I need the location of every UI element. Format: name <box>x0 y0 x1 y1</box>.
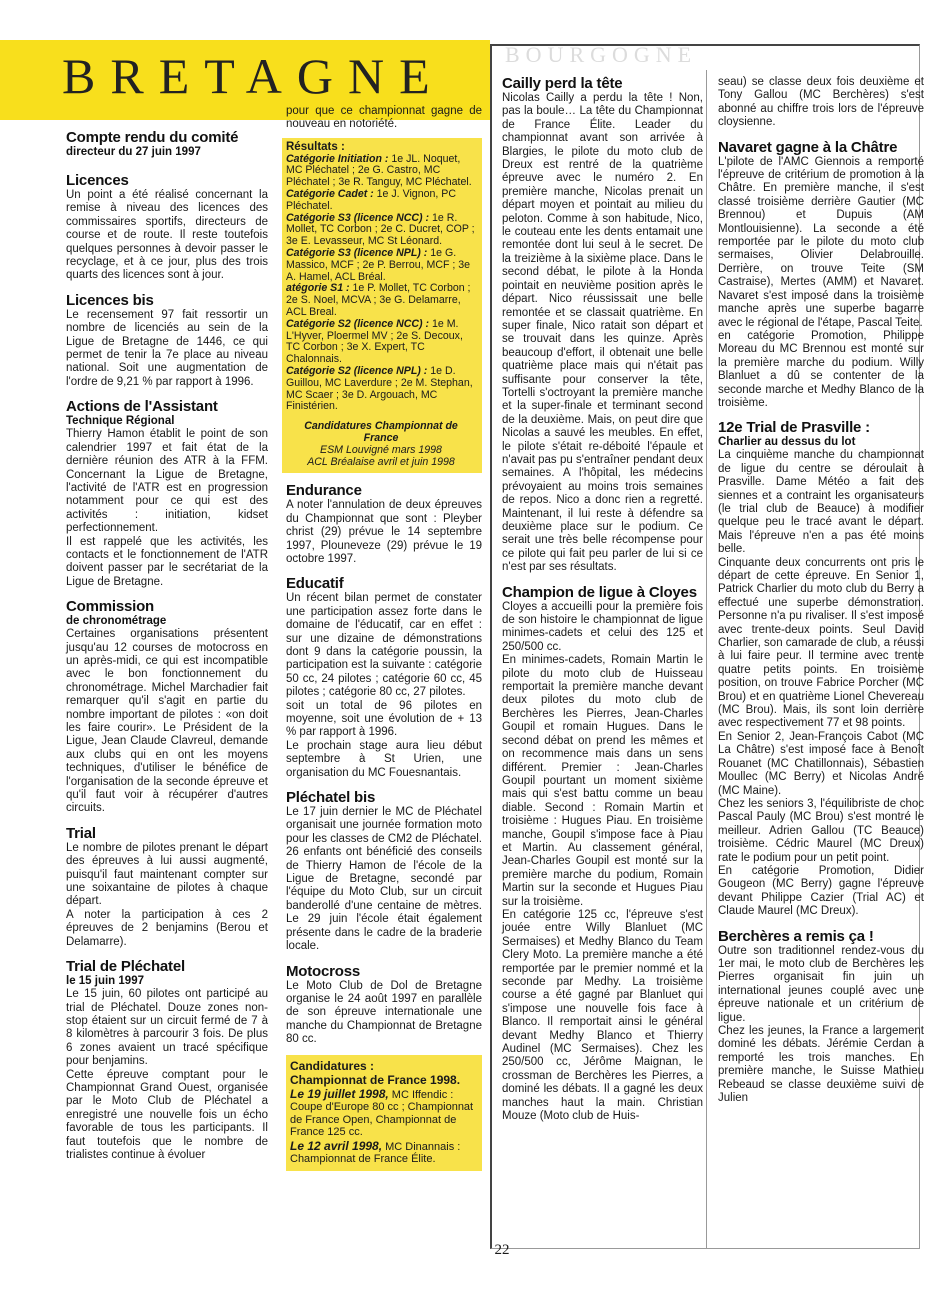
subheading-charlier: Charlier au dessus du lot <box>718 436 856 449</box>
paragraph: La cinquième manche du championnat de ligue du centre se déroulait à Prasville. Dame Météo a fait des siennes et a contraint les organisateurs (le trial club de Beauce) à modifier quelque peu le tracé avant le départ. Mais l'épreuve n'en a pas été moins belle. <box>718 449 924 556</box>
page-title: BRETAGNE <box>62 48 445 104</box>
paragraph: En catégorie Promotion, Didier Gougeon (MC Berry) gagne l'épreuve devant Philippe Cazier (Trial AC) et Claude Maurel (MC Dreux). <box>718 864 924 918</box>
heading-licences: Licences <box>66 172 129 189</box>
heading-navaret: Navaret gagne à la Châtre <box>718 138 898 156</box>
heading-prasville: 12e Trial de Prasville : <box>718 419 870 437</box>
heading-trial: Trial <box>66 824 96 842</box>
result-line: Catégorie S2 (licence NCC) : 1e M. L'Hyver, Ploermel MV ; 2e S. Decoux, TC Corbon ; 3e X. Expert, TC Chalonnais. <box>286 317 463 366</box>
column-1 <box>66 120 268 1162</box>
paragraph: Cinquante deux concurrents ont pris le départ de cette épreuve. En Senior 1, Patrick Charlier du moto club du Berry a effectué une superbe démonstration. Personne n'a pu rivaliser. Il s'est imposé avec trente-deux points. Seul David Charlier, son camarade de club, a réussi à lui faire peur. Il termine avec trente quatre petits points. En troisième position, on trouve Fabrice Porcher (MC Brou) et en quatrième Lionel Chevereau (MC Brou). Mais, ils sont loin derrière avec respectivement 77 et 98 points. <box>718 556 924 730</box>
candidatures-heading: Candidatures : <box>290 1058 375 1073</box>
result-line: Catégorie Cadet : 1e J. Vignon, PC Pléchatel. <box>286 188 456 212</box>
heading-actions-assistant: Actions de l'Assistant <box>66 398 218 416</box>
candidature-item: Le 19 juillet 1998, MC Iffendic : Coupe d'Europe 80 cc ; Championnat de France Open, Championnat de France 125 cc. <box>290 1086 474 1139</box>
column-3 <box>502 70 703 1123</box>
heading-licences-bis: Licences bis <box>66 291 154 309</box>
paragraph: En catégorie 125 cc, l'épreuve s'est jouée entre Willy Blanluet (MC Sermaises) et Medhy Blanco du Team Clery Moto. La première manche a été remportée par le premier nommé et la seconde par Medhy. La troisième course a été gagné par Blanluet qui s'impose une nouvelle fois face à Blanco. Il remportait ainsi le général devant Medhy Blanco et Thierry Audinel (MC Sermaises). Chez les 250/500 cc, Jérôme Maignan, le crossman de Berchères les Pierres, a dominé les débats. Il a gagné les deux manches haut la main. Christian Mouze (Moto club de Huis- <box>502 908 703 1123</box>
heading-plechatel-bis: Pléchatel bis <box>286 789 376 807</box>
paragraph: Un récent bilan permet de constater une participation assez forte dans le domaine de l'éducatif, car en effet : sur une dizaine de démonstrations dont 9 dans la catégorie poussin, la participation est la suivante : catégorie 50 cc, 24 pilotes ; catégorie 60 cc, 45 pilotes ; catégorie 80 cc, 27 pilotes. <box>286 592 482 699</box>
column-4 <box>718 70 924 1105</box>
paragraph: En minimes-cadets, Romain Martin le pilote du moto club de Huisseau remportait la première manche devant deux pilotes du moto club de Berchères les Pierres, Jean-Charles Goupil et romain Hugues. Dans le second débat on prend les mêmes et on recommence mais dans un sens différent. Premier : Jean-Charles Goupil pourtant un moment sixième mais qui s'est battu comme un beau diable. Second : Romain Martin et troisième : Hugues Piau. En troisième manche, Goupil s'impose face à Piau et Martin. Au classement général, Jean-Charles Goupil est monté sur la première marche du podium, Romain Martin sur la seconde et Hugues Piau sur la troisième. <box>502 654 703 908</box>
paragraph: Chez les jeunes, la France a largement dominé les débats. Jérémie Cerdan a remporté les trois manches. En première manche, le Suisse Mathieu Rebeaud se classe deuxième suivi de Julien <box>718 1025 924 1105</box>
subheading-compte-rendu: directeur du 27 juin 1997 <box>66 146 201 158</box>
heading-educatif: Educatif <box>286 575 344 593</box>
candidature-line: ESM Louvigné mars 1998 <box>320 443 442 456</box>
paragraph: Cette épreuve comptant pour le Championnat Grand Ouest, organisée par le Moto Club de Pléchatel a enregistré une nouvelle fois un écho favorable de tous les participants. Il faut toutefois que le nombre de trialistes continue à évoluer <box>66 1068 268 1161</box>
paragraph: seau) se classe deux fois deuxième et Tony Gallou (MC Berchères) s'est abonné au chiffre trois lors de l'épreuve cloysienne. <box>718 76 924 129</box>
paragraph: en catégorie Promotion, Philippe Moreau du MC Brennou est monté sur la première marche du podium. Willy Blanluet a dû se contenter de la seconde marche et Medhy Blanco de la troisième. <box>718 329 924 409</box>
heading-commission: Commission <box>66 598 155 616</box>
heading-cailly: Cailly perd la tête <box>502 75 623 92</box>
paragraph: A noter la participation à ces 2 épreuves de 2 benjamins (Berou et Delamarre). <box>66 908 268 948</box>
result-line: Catégorie S3 (licence NPL) : 1e G. Massico, MCF ; 2e P. Berrou, MCF ; 3e A. Hamel, ACL Bréal. <box>286 246 471 283</box>
heading-endurance: Endurance <box>286 482 362 500</box>
paragraph: Cloyes a accueilli pour la première fois de son histoire le championnat de ligue minimes-cadets et celui des 125 et 250/500 cc. <box>502 600 703 653</box>
paragraph: pour que ce championnat gagne de nouveau en notoriété. <box>286 105 482 131</box>
candidature-line: ACL Bréalaise avril et juin 1998 <box>307 455 455 468</box>
paragraph: Le Moto Club de Dol de Bretagne organise le 24 août 1997 en parallèle de son épreuve internationale une manche du Championnat de Bretagne 80 cc. <box>286 979 482 1046</box>
candidatures-heading: Championnat de France 1998. <box>290 1072 461 1087</box>
paragraph: Un point a été réalisé concernant la remise à niveau des licences des commissaires sportifs, directeurs de course et de route. Il reste toutefois quelques personnes à devoir passer le recyclage, et à ce jour, plus des trois quarts des licences sont à jour. <box>66 189 268 282</box>
paragraph: Le recensement 97 fait ressortir un nombre de licenciés au sein de la Ligue de Bretagne de 1446, ce qui permet de tenir la 7e place au niveau national. Soit une augmentation de l'ordre de 9,21 % par rapport à 1996. <box>66 308 268 388</box>
subheading-date: le 15 juin 1997 <box>66 975 144 988</box>
results-box <box>282 138 482 474</box>
subheading-technique: Technique Régional <box>66 415 175 428</box>
result-line: Catégorie S2 (licence NPL) : 1e D. Guillou, MC Laverdure ; 2e M. Stephan, MC Scaer ; 3e D. Argouach, MC Finistérien. <box>286 364 473 413</box>
paragraph: Le nombre de pilotes prenant le départ des épreuves à lui aussi augmenté, puisqu'il faut maintenant compter sur une soixantaine de pilotes à chaque départ. <box>66 841 268 908</box>
column-2 <box>286 105 482 1171</box>
candidatures-box <box>286 1055 482 1171</box>
paragraph: L'pilote de l'AMC Giennois a remporté l'épreuve de critérium de promotion à la Châtre. En première manche, il s'est classé troisième derrière Gautier (MC Brennou) et Dupuis (AM Montlouisienne). La seconde a été remportée par le pilote du moto club sermaises, Olivier Delabrouille. Derrière, on trouve Teite (SM Castraise), Mertes (AMM) et Navaret. Navaret s'est imposé dans la troisième manche après une superbe bagarre avec le régional de l'étape, Pascal Teite. <box>718 155 924 329</box>
paragraph: Le prochain stage aura lieu début septembre à St Urien, une organisation du MC Fouesnantais. <box>286 739 482 779</box>
result-line: Catégorie Initiation : 1e JL. Noquet, MC Pléchatel ; 2e G. Castro, MC Pléchatel ; 3e R. Tanguy, MC Pléchatel. <box>286 152 472 189</box>
paragraph: Il est rappelé que les activités, les contacts et le fonctionnement de l'ATR doivent passer par le secrétariat de la Ligue de Bretagne. <box>66 535 268 588</box>
paragraph: A noter l'annulation de deux épreuves du Championnat que sont : Pleyber christ (29) prévue le 14 septembre 1997, Plouneveze (29) prévue le 19 octobre 1997. <box>286 499 482 565</box>
heading-cloyes: Champion de ligue à Cloyes <box>502 583 697 601</box>
page-number: 22 <box>494 1242 510 1258</box>
column-divider <box>706 70 707 1248</box>
ghost-heading: BOURGOGNE <box>505 42 698 67</box>
heading-compte-rendu: Compte rendu du comité <box>66 129 239 146</box>
heading-trial-plechatel: Trial de Pléchatel <box>66 958 185 976</box>
paragraph: Le 17 juin dernier le MC de Pléchatel organisait une journée formation moto pour les classes de CM2 de Pléchatel. 26 enfants ont bénéficié des conseils de Thierry Hamon de l'école de la Ligue de Bretagne, secondé par l'équipe du Moto Club, sur un circuit banderollé d'une centaine de mètres. Le 29 juin l'école était également présente dans le cadre de la braderie locale. <box>286 806 482 953</box>
paragraph: Nicolas Cailly a perdu la tête ! Non, pas la boule… La tête du Championnat de France Élite. Leader du championnat avant son arrivée à Blargies, le pilote du moto club de Dreux est rentré de la quatrième épreuve avec le numéro 2. En première manche, Nicolas prenait un départ moyen et pointait au milieu du peloton. Comme à son habitude, Nico, le couteau ente les dents entamait une remontée dont lui seul à le secret. De la treizième à la sixième place. Dans le second débat, le pilote à la Honda pointait en neuvième position après le départ. Nico réussissait une belle remontée et se classait quatrième. En super finale, Nico ratait son départ et se trouvait dans les quinze. Après beaucoup d'effort, il obtenait une belle quatrième place mais qui n'était pas suffisante pour conserver la tête, Tortelli s'octroyant la première manche et la super-finale et terminant second de la deuxième. Mais, on peut dire que Nicolas a sauvé les meubles. En effet, le pilote s'était re-déboité l'épaule et n'avait pas pu s'entraîner pendant deux semaines. A l'hôpital, les médecins prévoyaient au moins trois semaines de repos. Nico a donc rien a regretté. Maintenant, il lui reste à défendre sa deuxième place sur le podium. Ce serait une très belle récompense pour ce pilote qui fait peu parler de lui si ce n'est par ses résultats. <box>502 92 703 574</box>
paragraph: soit un total de 96 pilotes en moyenne, soit une évolution de + 13 % par rapport à 1996. <box>286 699 482 739</box>
heading-motocross: Motocross <box>286 962 361 980</box>
candidature-item: Le 12 avril 1998, MC Dinannais : Championnat de France Élite. <box>290 1138 461 1166</box>
paragraph: Thierry Hamon établit le point de son calendrier 1997 et fait état de la dernière réunion des ATR à la FFM. Concernant la Ligue de Bretagne, l'activité de l'ATR est en progression notamment pour ce qui est des activités : initiation, kidset perfectionnement. <box>66 428 268 535</box>
subheading-chronometrage: de chronométrage <box>66 615 167 628</box>
heading-bercheres: Berchères a remis ça ! <box>718 927 874 945</box>
paragraph: Le 15 juin, 60 pilotes ont participé au trial de Pléchatel. Douze zones non-stop étaient sur un circuit fermé de 7 à 8 kilomètres à parcourir 3 fois. De plus 6 zones avaient un tracé spécifique pour benjamins. <box>66 988 268 1068</box>
paragraph: Certaines organisations présentent jusqu'au 12 courses de motocross en un après-midi, ce qui est incompatible avec le bon fonctionnement du chronométrage. Michel Marchadier fait remarquer qu'il s'agit en partie du nombre important de pilotes : «on doit les faire courir». Le Président de la Ligue, Jean Claude Clavreul, demande aux clubs qui en ont les moyens techniques, d'utiliser le bénéfice de l'organisation de la seconde épreuve et qu'il faut voir à récupérer d'autres circuits. <box>66 628 268 815</box>
results-title: Résultats : <box>286 140 345 153</box>
paragraph: Outre son traditionnel rendez-vous du 1er mai, le moto club de Berchères les Pierres organisait fin juin un international jeunes couplé avec une épreuve nationale et un critérium de ligue. <box>718 944 924 1024</box>
candidatures-title: Candidatures Championnat de France <box>304 420 458 444</box>
paragraph: En Senior 2, Jean-François Cabot (MC La Châtre) s'est imposé face à Benoît Rouanet (MC Chatillonnais), Sébastien Moullec (MC Berry) et Nicolas André (MC Maine). <box>718 730 924 797</box>
paragraph: Chez les seniors 3, l'équilibriste de choc Pascal Pauly (MC Brou) s'est montré le meilleur. Adrien Gallou (TC Beauce) troisième. Cédric Maurel (MC Dreux) rate le podium pour un petit point. <box>718 797 924 864</box>
result-line: Catégorie S3 (licence NCC) : 1e R. Mollet, TC Corbon ; 2e C. Ducret, COP ; 3e E. Levasseur, MC St Léonard. <box>286 211 475 248</box>
result-line: atégorie S1 : 1e P. Mollet, TC Corbon ; 2e S. Noel, MCVA ; 3e G. Delamarre, ACL Breal. <box>286 282 471 318</box>
